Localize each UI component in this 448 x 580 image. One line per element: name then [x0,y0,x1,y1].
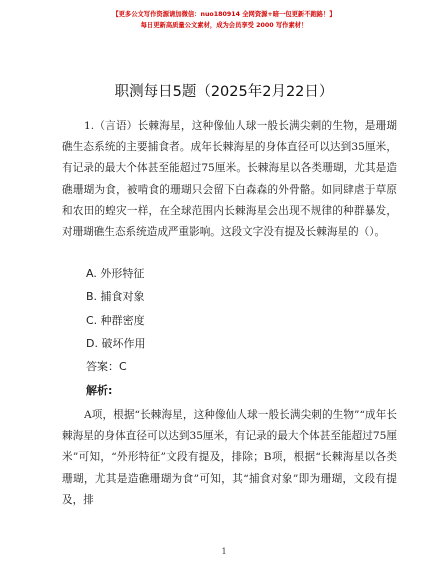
question-text: 1.（言语）长棘海星，这种像仙人球一般长满尖刺的生物，是珊瑚礁生态系统的主要捕食者。成年长棘海星的身体直径可以达到35厘米，有记录的最大个体甚至能超过75厘米。长棘海星以各类珊瑚，尤其是造礁珊瑚为食，被啃食的珊瑚只会留下白森森的外骨骼。如同肆虐于草原和农田的蝗灾一样，在全球范围内长棘海星会出现不规律的种群暴发，对珊瑚礁生态系统造成严重影响。这段文字没有提及长棘海星的（）。 [62,120,397,239]
promo-banner-line-2: 每日更新高质量公文素材，成为会员享受 2000 写作素材！ [140,22,308,29]
option-a: A. 外形特征 [86,267,145,280]
page-number: 1 [221,547,227,556]
page-title: 职测每日5题（2025年2月22日） [114,84,334,100]
explanation-text: A项，根据“长棘海星，这种像仙人球一般长满尖刺的生物”“成年长棘海星的身体直径可以达到35厘米，有记录的最大个体甚至能超过75厘米”可知，“外形特征”文段有提及，排除；B项，根据“长棘海星以各类珊瑚，尤其是造礁珊瑚为食”可知，其“捕食对象”即为珊瑚，文段有提及，排 [62,409,397,506]
answer-line: 答案：C [86,360,127,373]
option-d: D. 破坏作用 [86,337,146,350]
promo-banner-line-1: 【更多公文写作资源请加微信：nuo180914 全网资源+暗一包更新不跑路！】 [112,11,336,18]
explanation-heading: 解析: [86,384,113,397]
option-b: B. 捕食对象 [86,290,145,303]
option-c: C. 种群密度 [86,314,145,327]
